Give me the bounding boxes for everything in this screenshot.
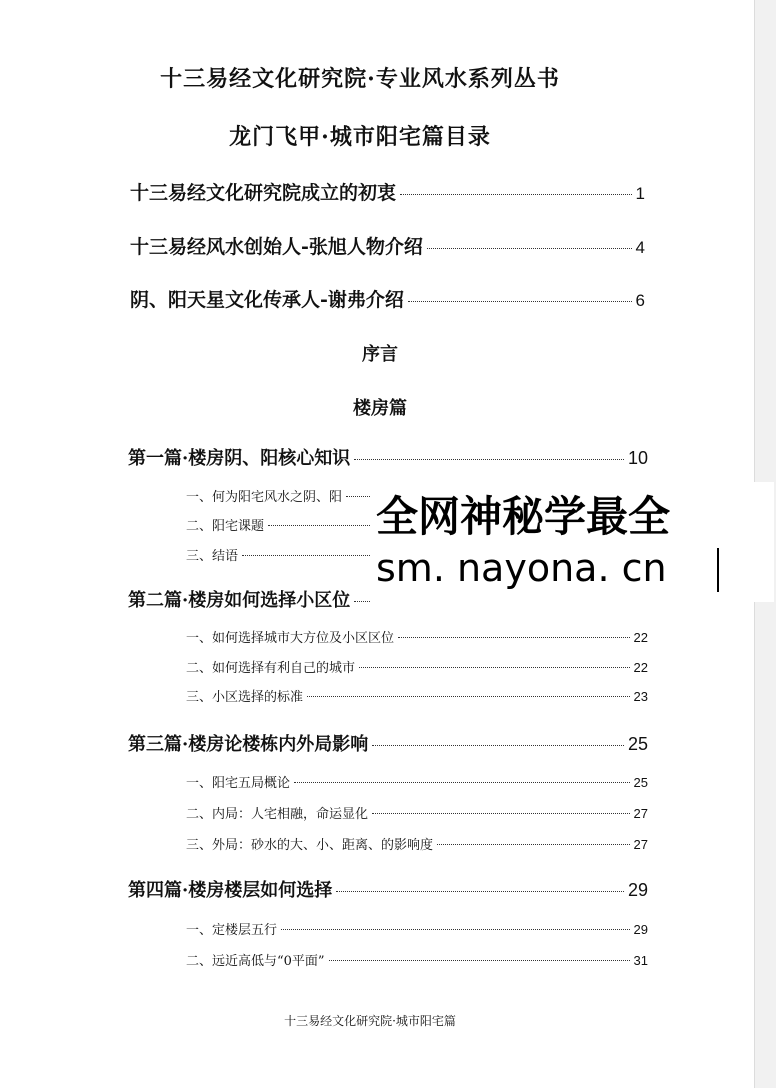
section-entry	[186, 657, 648, 676]
chapter-label: 第一篇·楼房阴、阳核心知识	[128, 448, 351, 469]
toc-page-number: 6	[635, 291, 645, 310]
chapter-page-number: 25	[627, 734, 648, 754]
section-label: 二、如何选择有利自己的城市	[186, 661, 356, 676]
watermark-overlay	[370, 482, 774, 602]
section-entry	[186, 950, 648, 969]
toc-leader-dots	[398, 637, 630, 638]
toc-leader-dots	[336, 891, 624, 892]
section-label: 二、阳宅课题	[186, 519, 265, 534]
toc-leader-dots	[372, 745, 624, 746]
toc-page-number: 4	[635, 238, 645, 257]
toc-entry	[130, 232, 645, 259]
toc-leader-dots	[400, 194, 632, 195]
toc-leader-dots	[294, 782, 630, 783]
chapter-page-number: 29	[627, 880, 648, 900]
text-cursor	[717, 548, 719, 592]
toc-leader-dots	[427, 248, 632, 249]
section-label: 三、结语	[186, 549, 239, 564]
toc-leader-dots	[329, 960, 630, 961]
chapter-label: 第三篇·楼房论楼栋内外局影响	[128, 734, 369, 755]
section-page-number: 27	[633, 806, 648, 821]
series-title: 十三易经文化研究院·专业风水系列丛书	[160, 66, 560, 92]
toc-entry-label: 阴、阳天星文化传承人-谢弗介绍	[130, 289, 404, 311]
toc-leader-dots	[437, 844, 630, 845]
section-label: 一、定楼层五行	[186, 923, 278, 938]
toc-leader-dots	[281, 929, 630, 930]
chapter-page-number: 10	[627, 448, 648, 468]
section-entry	[186, 919, 648, 938]
page-footer: 十三易经文化研究院·城市阳宅篇	[284, 1014, 456, 1028]
section-label: 三、小区选择的标准	[186, 690, 304, 705]
watermark-url: sm. nayona. cn	[376, 546, 667, 590]
section-entry	[186, 772, 648, 791]
toc-entry	[130, 178, 645, 205]
chapter-entry	[128, 730, 648, 756]
section-page-number: 27	[633, 837, 648, 852]
chapter-entry	[128, 444, 648, 470]
section-label: 二、远近高低与“0平面”	[186, 954, 325, 969]
section-page-number: 29	[633, 922, 648, 937]
toc-page-number: 1	[635, 184, 645, 203]
section-page-number: 22	[633, 660, 648, 675]
section-page-number: 25	[633, 775, 648, 790]
watermark-headline: 全网神秘学最全	[376, 492, 671, 541]
section-page-number: 31	[633, 953, 648, 968]
toc-leader-dots	[354, 459, 624, 460]
preface-heading: 序言	[362, 344, 398, 365]
section-entry	[186, 627, 648, 646]
section-entry	[186, 686, 648, 705]
toc-leader-dots	[307, 696, 630, 697]
section-label: 一、何为阳宅风水之阴、阳	[186, 490, 343, 505]
section-label: 一、如何选择城市大方位及小区区位	[186, 631, 395, 646]
section-label: 一、阳宅五局概论	[186, 776, 291, 791]
toc-leader-dots	[359, 667, 630, 668]
toc-entry	[130, 285, 645, 312]
toc-leader-dots	[372, 813, 630, 814]
chapter-label: 第四篇·楼房楼层如何选择	[128, 880, 333, 901]
toc-entry-label: 十三易经文化研究院成立的初衷	[130, 182, 397, 204]
section-page-number: 23	[633, 689, 648, 704]
section-page-number: 22	[633, 630, 648, 645]
part-heading: 楼房篇	[353, 398, 407, 419]
section-label: 二、内局：人宅相融，命运显化	[186, 807, 369, 822]
book-title: 龙门飞甲·城市阳宅篇目录	[229, 124, 491, 150]
section-entry	[186, 803, 648, 822]
section-entry	[186, 834, 648, 853]
chapter-label: 第二篇·楼房如何选择小区位	[128, 590, 351, 611]
toc-entry-label: 十三易经风水创始人-张旭人物介绍	[130, 236, 423, 258]
chapter-entry	[128, 876, 648, 902]
section-label: 三、外局：砂水的大、小、距离、的影响度	[186, 838, 434, 853]
toc-leader-dots	[408, 301, 632, 302]
